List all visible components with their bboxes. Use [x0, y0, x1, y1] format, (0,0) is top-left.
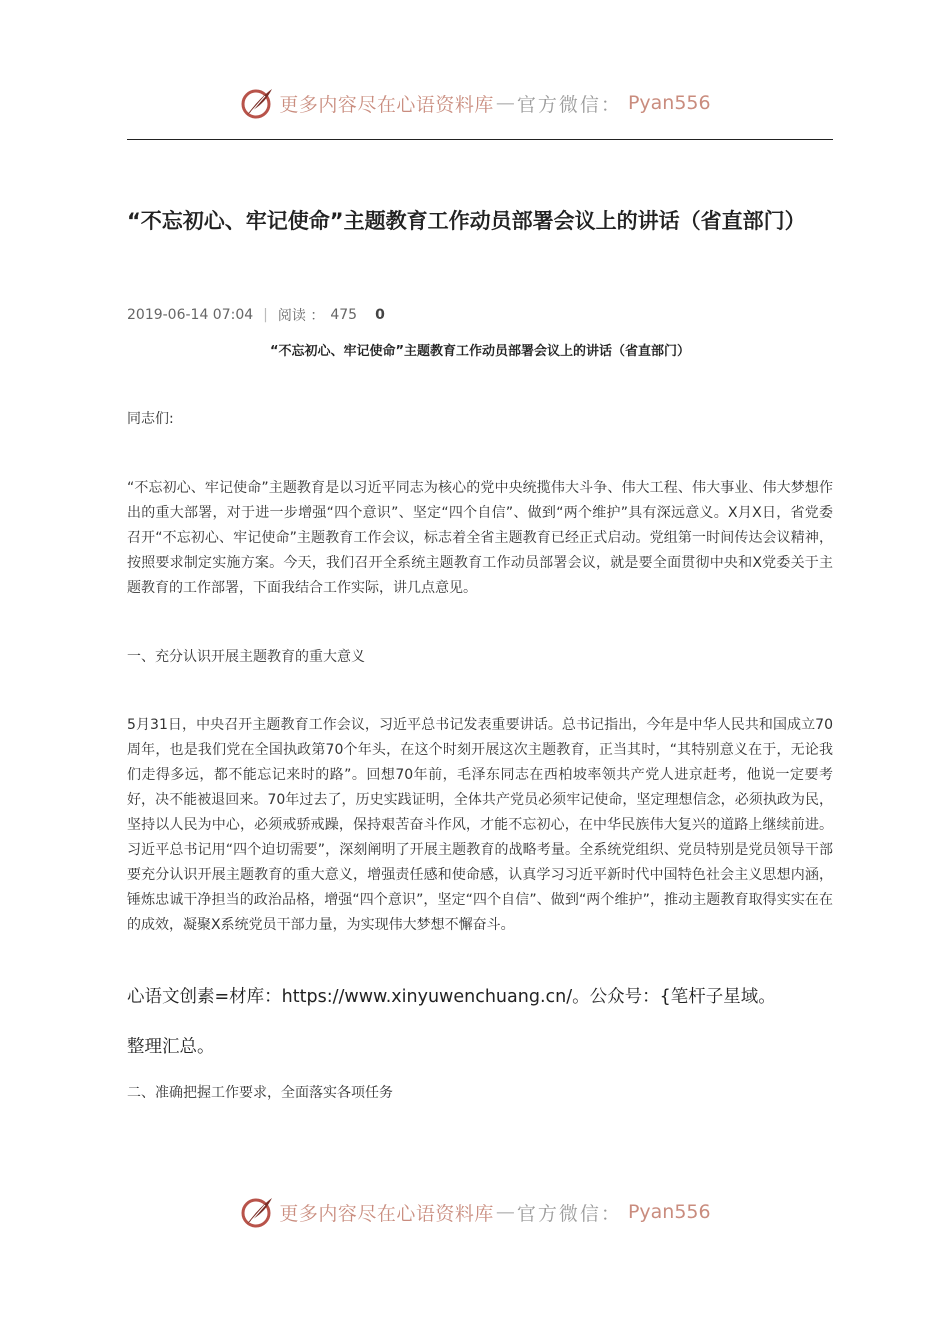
footer-banner: [0, 1192, 950, 1232]
article-subtitle: “不忘初心、牢记使命”主题教育工作动员部署会议上的讲话（省直部门）: [269, 344, 691, 359]
quill-logo-icon: [239, 85, 275, 121]
header-banner: [0, 83, 950, 123]
section-2-heading: 二、准确把握工作要求，全面落实各项任务: [127, 1085, 393, 1101]
section-1-body: 5月31日，中央召开主题教育工作会议，习近平总书记发表重要讲话。总书记指出，今年是中华人民共和国成立70周年，也是我们党在全国执政第70个年头，在这个时刻开展这次主题教育，正当其时，“其特别意义在于，无论我们走得多远，都不能忘记来时的路”。回想70年前，毛泽东同志在西柏坡率领共产党人进京赶考，他说一定要考好，决不能被退回来。70年过去了，历史实践证明，全体共产党员必须牢记使命，坚定理想信念，必须执政为民，坚持以人民为中心，必须戒骄戒躁，保持艰苦奋斗作风，才能不忘初心，在中华民族伟大复兴的道路上继续前进。习近平总书记用“四个迫切需要”，深刻阐明了开展主题教育的战略考量。全系统党组织、党员特别是党员领导干部要充分认识开展主题教育的重大意义，增强责任感和使命感，认真学习习近平新时代中国特色社会主义思想内涵，锤炼忠诚干净担当的政治品格，增强“四个意识”，坚定“四个自信”、做到“两个维护”，推动主题教育取得实实在在的成效，凝聚X系统党员干部力量，为实现伟大梦想不懈奋斗。: [127, 717, 833, 933]
greeting: 同志们:: [127, 411, 174, 427]
banner-wechat-id: Pyan556: [627, 92, 711, 114]
read-label: 阅读 ：: [277, 308, 325, 324]
section-1-heading: 一、充分认识开展主题教育的重大意义: [127, 649, 365, 665]
promo-line-2: 整理汇总。: [127, 1037, 215, 1057]
read-count: 475: [330, 307, 358, 323]
banner-separator: —: [495, 92, 515, 114]
publish-datetime: 2019-06-14 07:04: [127, 307, 254, 323]
meta-divider: |: [263, 307, 268, 323]
banner-text: 更多内容尽在心语资料库: [279, 1202, 494, 1225]
intro-paragraph: “不忘初心、牢记使命”主题教育是以习近平同志为核心的党中央统揽伟大斗争、伟大工程、伟大事业、伟大梦想作出的重大部署，对于进一步增强“四个意识”、坚定“四个自信”、做到“两个维护”具有深远意义。X月X日，省党委召开“不忘初心、牢记使命”主题教育工作会议，标志着全省主题教育已经正式启动。党组第一时间传达会议精神，按照要求制定实施方案。今天，我们召开全系统主题教育工作动员部署会议，就是要全面贯彻中央和X党委关于主题教育的工作部署，下面我结合工作实际，讲几点意见。: [127, 480, 833, 596]
quill-logo-icon: [239, 1194, 275, 1230]
banner-wechat-label: 官方微信：: [516, 93, 622, 116]
article-meta: [127, 304, 385, 326]
header-divider: [127, 139, 833, 140]
article-title: “不忘初心、牢记使命”主题教育工作动员部署会议上的讲话（省直部门）: [127, 209, 806, 233]
banner-text: 更多内容尽在心语资料库: [279, 93, 494, 116]
comment-count[interactable]: 0: [375, 307, 385, 323]
banner-wechat-id: Pyan556: [627, 1201, 711, 1223]
banner-separator: —: [495, 1201, 515, 1223]
banner-wechat-label: 官方微信：: [516, 1202, 622, 1225]
promo-line-1: 心语文创素=材库：https://www.xinyuwenchuang.cn/。公众号：{笔杆子星域。: [127, 987, 776, 1007]
